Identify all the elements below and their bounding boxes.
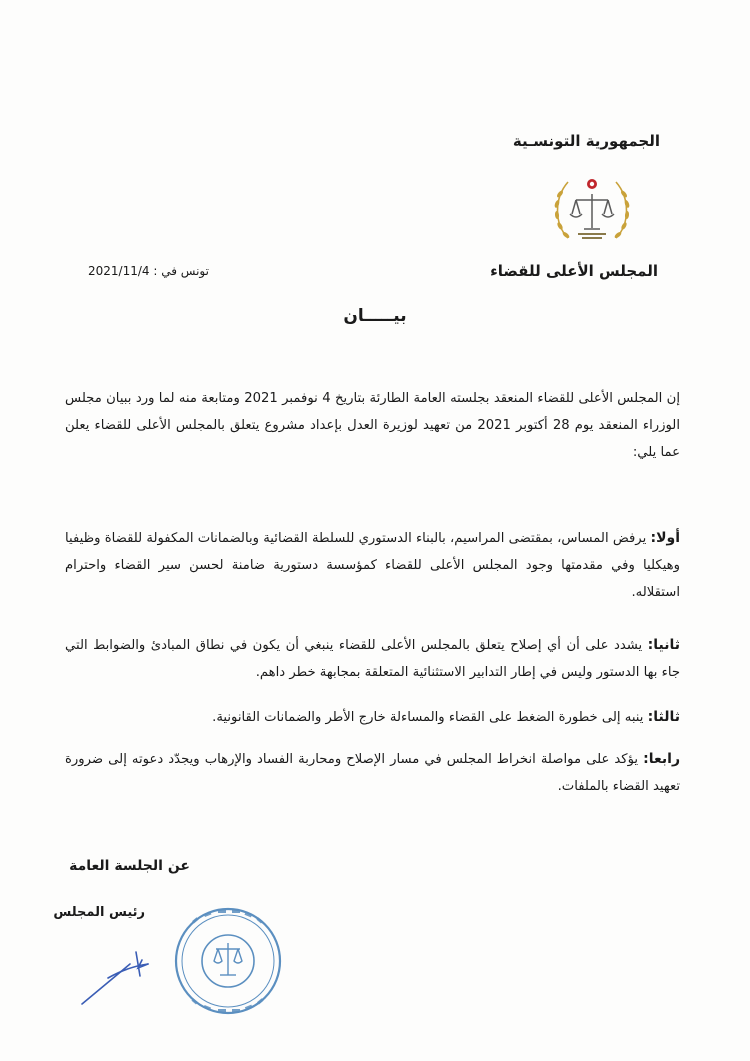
president-title: رئيس المجلس xyxy=(53,905,145,920)
point-second-text: يشدد على أن أي إصلاح يتعلق بالمجلس الأعلى للقضاء ينبغي أن يكون في نطاق المبادئ والضوابط التي جاء بها الدستور وليس في إطار التدابير الاستثنائية المتعلقة بمجابهة خطر داهم. xyxy=(65,638,680,680)
intro-paragraph: إن المجلس الأعلى للقضاء المنعقد بجلسته العامة الطارئة بتاريخ 4 نوفمبر 2021 ومتابعة منه لما ورد ببيان مجلس الوزراء المنعقد يوم 28 أكتوبر 2021 من تعهيد لوزيرة العدل بإعداد مشروع يتعلق بالمجلس الأعلى للقضاء يعلن عما يلي: xyxy=(65,391,680,460)
council-emblem-icon xyxy=(548,164,636,252)
date-line xyxy=(88,264,209,278)
council-name: المجلس الأعلى للقضاء xyxy=(490,262,658,280)
point-third-text: ينبه إلى خطورة الضغط على القضاء والمساءلة خارج الأطر والضمانات القانونية. xyxy=(212,710,648,725)
official-stamp-icon xyxy=(172,905,284,1017)
point-fourth-lead: رابعا: xyxy=(643,751,680,767)
point-first xyxy=(65,525,680,606)
date-label: تونس في : xyxy=(153,264,209,278)
republic-heading: الجمهورية التونسـية xyxy=(512,132,660,150)
statement-title: بيـــــان xyxy=(343,306,407,326)
session-signoff: عن الجلسة العامة xyxy=(69,858,190,874)
date-value: 2021/11/4 xyxy=(88,264,150,278)
point-first-lead: أولا: xyxy=(650,530,680,546)
point-fourth xyxy=(65,746,680,800)
point-second xyxy=(65,632,680,686)
point-fourth-text: يؤكد على مواصلة انخراط المجلس في مسار الإصلاح ومحاربة الفساد والإرهاب ويجدّد دعوته إلى ضرورة تعهيد القضاء بالملفات. xyxy=(65,752,680,794)
point-first-text: يرفض المساس، بمقتضى المراسيم، بالبناء الدستوري للسلطة القضائية وبالضمانات المكفولة للقضاة وظيفيا وهيكليا وفي مقدمتها وجود المجلس الأعلى للقضاء كمؤسسة دستورية ضامنة لحسن سير القضاء واحترام استقلاله. xyxy=(65,531,680,600)
point-second-lead: ثانيا: xyxy=(647,637,680,653)
point-third xyxy=(65,704,680,731)
point-third-lead: ثالثا: xyxy=(647,709,680,725)
